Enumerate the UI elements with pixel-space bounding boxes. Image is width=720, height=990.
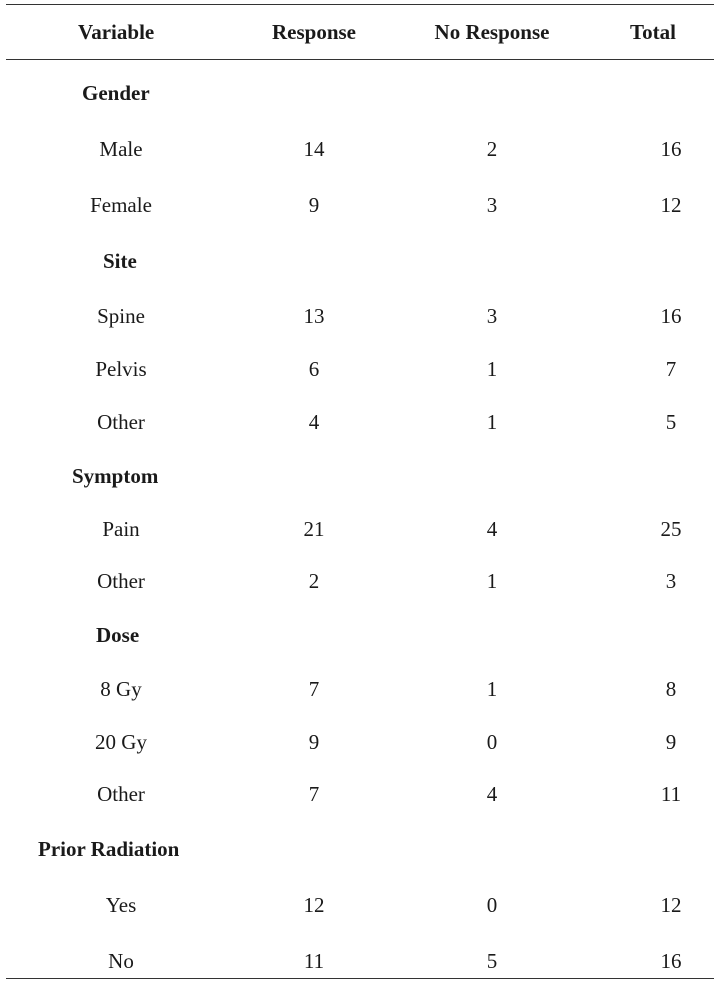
cell-variable: Other (97, 410, 145, 434)
cell-variable: Other (97, 782, 145, 806)
table-row (6, 877, 714, 933)
header-response: Response (271, 19, 356, 44)
cell-total: 9 (665, 729, 677, 754)
cell-total: 12 (660, 193, 682, 217)
response-table (6, 5, 714, 990)
header-total: Total (630, 19, 676, 44)
cell-variable: Male (99, 137, 143, 161)
group-row (6, 821, 714, 877)
table-row (6, 396, 714, 449)
cell-response: 11 (303, 949, 325, 973)
header-row (6, 5, 714, 59)
cell-total: 3 (665, 569, 677, 593)
cell-response: 9 (308, 729, 320, 754)
table-row (6, 122, 714, 177)
cell-response: 12 (303, 892, 325, 917)
group-label: Gender (82, 80, 150, 105)
cell-no-response: 3 (486, 193, 498, 217)
cell-response: 14 (303, 137, 325, 161)
group-label: Site (103, 249, 137, 273)
table-row (6, 662, 714, 716)
table-header (6, 5, 714, 59)
cell-response: 6 (308, 357, 320, 381)
cell-total: 5 (665, 410, 677, 434)
cell-response: 9 (308, 193, 320, 217)
table-row (6, 289, 714, 343)
cell-variable: 20 Gy (95, 729, 147, 754)
cell-no-response: 3 (486, 303, 498, 328)
cell-no-response: 1 (486, 569, 498, 593)
cell-response: 2 (308, 569, 320, 593)
cell-variable: Female (90, 193, 152, 217)
cell-total: 16 (660, 303, 682, 328)
cell-total: 25 (660, 516, 682, 541)
cell-total: 8 (665, 676, 677, 701)
cell-response: 13 (303, 303, 325, 328)
group-row (6, 234, 714, 289)
table-body (6, 59, 714, 990)
group-row (6, 608, 714, 662)
cell-variable: Other (97, 569, 145, 593)
cell-response: 4 (308, 410, 320, 434)
cell-total: 12 (660, 892, 682, 917)
table-row (6, 555, 714, 608)
group-row (6, 64, 714, 122)
cell-no-response: 0 (486, 892, 498, 917)
cell-total: 16 (660, 949, 682, 973)
cell-no-response: 1 (486, 357, 498, 381)
cell-no-response: 5 (486, 949, 498, 973)
cell-variable: Yes (105, 892, 137, 917)
header-no-response: No Response (434, 19, 550, 44)
cell-no-response: 2 (486, 137, 498, 161)
cell-response: 7 (308, 676, 320, 701)
cell-variable: Pelvis (95, 357, 147, 381)
group-label: Dose (96, 622, 140, 647)
cell-no-response: 1 (486, 410, 498, 434)
cell-total: 16 (660, 137, 682, 161)
cell-total: 11 (660, 782, 682, 806)
group-row (6, 449, 714, 503)
cell-response: 7 (308, 782, 320, 806)
cell-no-response: 4 (486, 782, 498, 806)
table-row (6, 716, 714, 768)
table-row (6, 343, 714, 396)
cell-total: 7 (665, 357, 677, 381)
cell-variable: No (108, 949, 134, 973)
table-row (6, 768, 714, 821)
table-row (6, 503, 714, 555)
cell-variable: Spine (97, 303, 145, 328)
table-row (6, 933, 714, 990)
cell-no-response: 0 (486, 729, 498, 754)
cell-response: 21 (303, 516, 325, 541)
header-variable: Variable (78, 19, 155, 44)
cell-variable: Pain (102, 516, 140, 541)
group-label: Prior Radiation (38, 836, 180, 861)
cell-no-response: 1 (486, 676, 498, 701)
cell-no-response: 4 (486, 516, 498, 541)
table-row (6, 177, 714, 234)
group-label: Symptom (72, 463, 159, 488)
cell-variable: 8 Gy (100, 676, 142, 701)
